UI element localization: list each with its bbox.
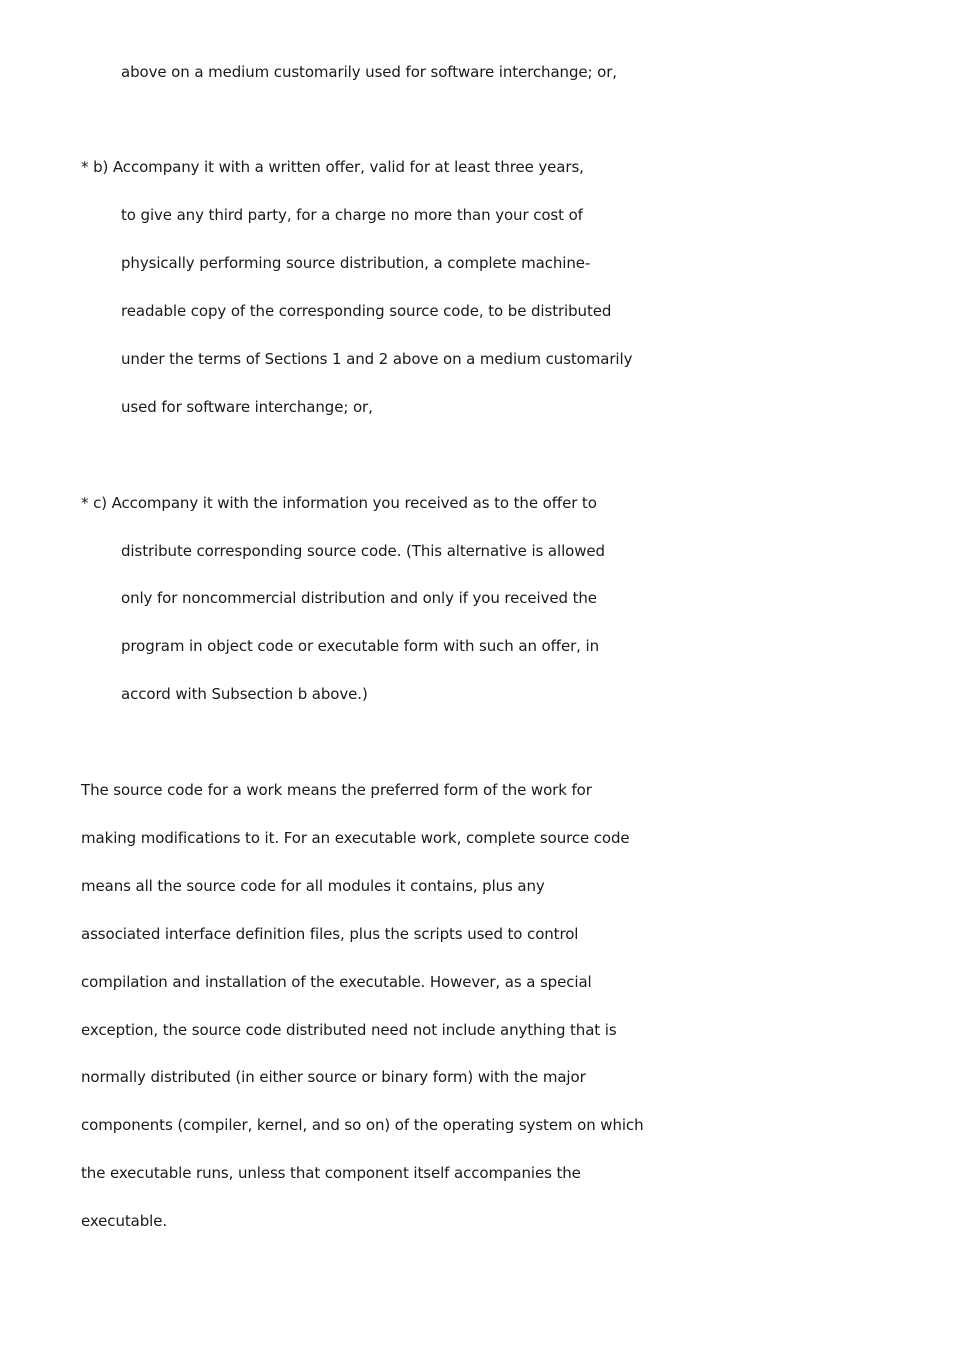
paragraph-line: means all the source code for all modules it contains, plus any	[81, 877, 545, 895]
item-b-line: under the terms of Sections 1 and 2 above on a medium customarily	[121, 350, 633, 368]
paragraph-line: normally distributed (in either source or binary form) with the major	[81, 1068, 586, 1086]
paragraph-line: The source code for a work means the preferred form of the work for	[81, 781, 592, 799]
item-c-line: program in object code or executable form with such an offer, in	[121, 637, 599, 655]
continuation-line: above on a medium customarily used for software interchange; or,	[121, 63, 617, 81]
paragraph-line: associated interface definition files, plus the scripts used to control	[81, 925, 579, 943]
paragraph-line: exception, the source code distributed need not include anything that is	[81, 1021, 617, 1039]
item-b-line: to give any third party, for a charge no more than your cost of	[121, 206, 583, 224]
paragraph-line: components (compiler, kernel, and so on) of the operating system on which	[81, 1116, 644, 1134]
item-b-line: physically performing source distribution, a complete machine-	[121, 254, 591, 272]
item-b-line: readable copy of the corresponding source code, to be distributed	[121, 302, 612, 320]
paragraph-line: the executable runs, unless that component itself accompanies the	[81, 1164, 581, 1182]
item-b-line: * b) Accompany it with a written offer, valid for at least three years,	[81, 158, 584, 176]
item-c-line: only for noncommercial distribution and only if you received the	[121, 589, 597, 607]
item-b-line: used for software interchange; or,	[121, 398, 373, 416]
paragraph-line: making modifications to it. For an executable work, complete source code	[81, 829, 630, 847]
item-c-line: distribute corresponding source code. (This alternative is allowed	[121, 542, 605, 560]
paragraph-line: compilation and installation of the executable. However, as a special	[81, 973, 592, 991]
item-c-line: * c) Accompany it with the information you received as to the offer to	[81, 494, 597, 512]
item-c-line: accord with Subsection b above.)	[121, 685, 368, 703]
paragraph-line: executable.	[81, 1212, 168, 1230]
